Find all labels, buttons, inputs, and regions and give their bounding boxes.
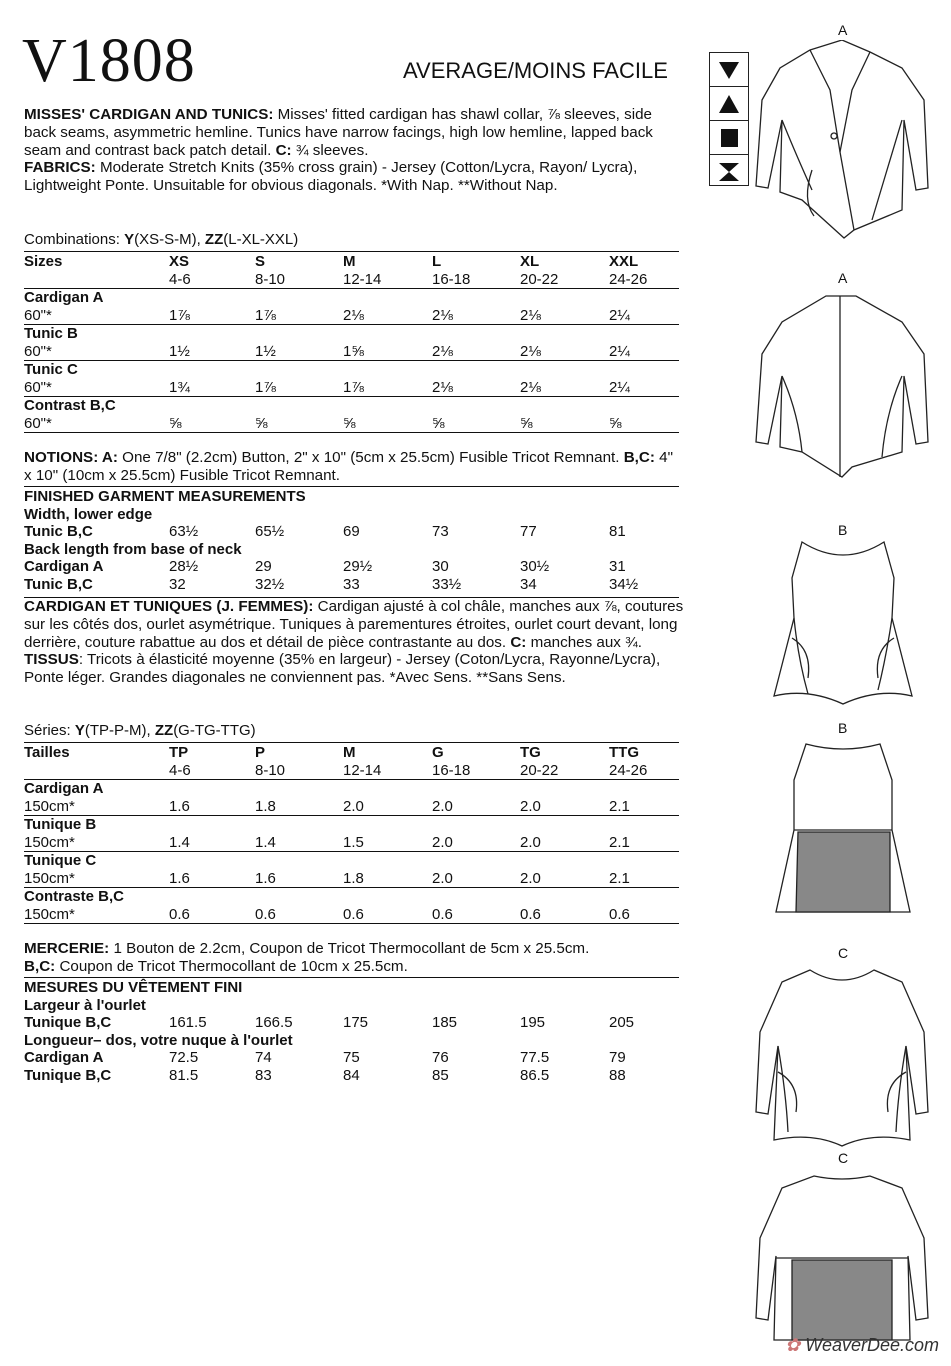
table-row [24, 997, 679, 1015]
size-number-cell: 8-10 [255, 271, 343, 289]
series-zz-sizes: (G-TG-TTG) [173, 722, 256, 739]
size-number-row [24, 762, 679, 780]
notch-markers [709, 52, 749, 186]
measurement-value: 29½ [343, 558, 373, 575]
measurement-value: 86.5 [520, 1066, 550, 1084]
notions-a-label: A: [98, 449, 118, 466]
measurement-value: 81.5 [169, 1066, 199, 1084]
yardage-value: 1.8 [343, 870, 432, 888]
yardage-value: 2⅛ [520, 307, 609, 325]
tissus-text: : Tricots à élasticité moyenne (35% en largeur) - Jersey (Coton/Lycra, Rayonne/Lycra), Ponte léger. Grandes diagonales ne conviennent pas. *Avec Sens. **Sans Sens. [24, 651, 661, 687]
mercerie-bc-text: Coupon de Tricot Thermocollant de 10cm x 25.5cm. [55, 957, 408, 975]
description-text: Misses' fitted cardigan has shawl collar, ⅞ sleeves, side back seams, asymmetric hemline. Tunics have narrow facings, high low hemline, lapped back seam and contrast back patch detail. [24, 106, 653, 159]
notions-bc-text: 4" x 10" (10cm x 25.5cm) Fusible Tricot Remnant. [24, 449, 673, 484]
subsection-title: Largeur à l'ourlet [24, 996, 146, 1014]
yardage-value: 2.1 [609, 834, 679, 852]
measurement-value: 195 [520, 1014, 546, 1031]
measurement-value: 30 [432, 558, 449, 575]
measurement-value: 161.5 [169, 1014, 207, 1031]
size-header-cell: XXL [609, 253, 639, 270]
tissus-label: TISSUS [24, 651, 79, 669]
size-header-cell: XL [520, 253, 540, 270]
yardage-value: 1.6 [169, 870, 255, 888]
table-row [24, 1032, 679, 1050]
yardage-value: 0.6 [255, 906, 343, 924]
yardage-value: 2.1 [609, 870, 679, 888]
measurement-value: 85 [432, 1066, 449, 1084]
size-number-cell [24, 271, 169, 289]
description-fr [24, 598, 684, 687]
triangle-up-icon [710, 87, 748, 121]
measurement-value: 81 [609, 523, 626, 540]
table-row [24, 523, 679, 541]
table-row [24, 488, 679, 506]
pattern-number: V1808 [22, 27, 196, 95]
yardage-value: 1.6 [255, 870, 343, 888]
size-header-cell: TG [520, 744, 541, 761]
garment-name: Tunique B,C [24, 1014, 112, 1031]
butterfly-icon: ✿ [785, 1335, 801, 1355]
view-label: A [838, 270, 848, 286]
notions-bc-label: B,C: [623, 449, 655, 466]
series-y: Y [74, 722, 85, 739]
size-header-cell: TTG [609, 744, 639, 761]
difficulty-label: AVERAGE/MOINS FACILE [403, 58, 668, 83]
fabric-width: 150cm* [24, 906, 169, 924]
yardage-value: 2⅛ [432, 307, 520, 325]
rule [24, 977, 679, 978]
yardage-value: 0.6 [609, 906, 679, 924]
view-label: B [838, 720, 848, 736]
measurement-value: 79 [609, 1049, 626, 1066]
yardage-value: 2.0 [343, 798, 432, 816]
finished-measurements-en [24, 488, 679, 593]
garment-name: Tunic B,C [24, 575, 93, 593]
subsection-title: Width, lower edge [24, 505, 153, 523]
bowtie-icon [710, 155, 748, 188]
measurement-value: 83 [255, 1066, 272, 1084]
yardage-value: 2¼ [609, 343, 679, 361]
table-row [24, 576, 679, 594]
garment-name: Cardigan A [24, 558, 104, 575]
table-row [24, 558, 679, 576]
cardigan-a-back-illustration [752, 292, 932, 492]
yardage-value: 2.0 [432, 834, 520, 852]
yardage-value: 2.1 [609, 798, 679, 816]
measurement-value: 34 [520, 575, 537, 593]
combinations-en [24, 231, 298, 248]
size-number-cell: 16-18 [432, 762, 520, 780]
measurement-value: 32 [169, 575, 186, 593]
fabrics-label: FABRICS: [24, 159, 96, 177]
yardage-value: ⅝ [520, 415, 609, 433]
yardage-value: 2¼ [609, 379, 679, 397]
yardage-value: 2.0 [520, 798, 609, 816]
measurement-value: 74 [255, 1049, 272, 1066]
garment-name: Tunic C [24, 361, 78, 378]
combo-y-sizes: (XS-S-M), [134, 231, 205, 248]
size-header-cell: XS [169, 253, 190, 270]
measurement-value: 205 [609, 1014, 635, 1031]
fabric-width: 60"* [24, 379, 169, 397]
yardage-value: 1.6 [169, 798, 255, 816]
yardage-value: ⅝ [343, 415, 432, 433]
measurement-value: 175 [343, 1014, 369, 1031]
table-row [24, 852, 679, 870]
measurement-value: 65½ [255, 523, 285, 540]
size-number-cell [24, 762, 169, 780]
fabric-width: 60"* [24, 415, 169, 433]
size-number-cell: 16-18 [432, 271, 520, 289]
mercerie-label: MERCERIE: [24, 940, 110, 957]
fabric-width: 60"* [24, 307, 169, 325]
yardage-value: 2⅛ [432, 343, 520, 361]
yardage-value: 1.4 [255, 834, 343, 852]
notions-a-text: One 7/8" (2.2cm) Button, 2" x 10" (5cm x 25.5cm) Fusible Tricot Remnant. [117, 449, 624, 466]
garment-name: Contrast B,C [24, 397, 116, 414]
yardage-value: 1½ [255, 343, 343, 361]
view-c-text: ¾ sleeves. [291, 141, 369, 159]
measurement-value: 88 [609, 1066, 626, 1084]
yardage-value: 2.0 [520, 870, 609, 888]
size-header-cell: L [432, 253, 442, 270]
description-en [24, 106, 684, 195]
view-c-label-fr: C: [510, 633, 527, 651]
yardage-value: 2⅛ [520, 379, 609, 397]
size-number-row [24, 271, 679, 289]
measurement-value: 30½ [520, 558, 550, 575]
view-c-text-fr: manches aux ¾. [526, 633, 643, 651]
garment-name: Tunique B,C [24, 1066, 112, 1084]
measurement-value: 28½ [169, 558, 199, 575]
size-header-cell: G [432, 744, 444, 761]
size-header-row [24, 744, 679, 762]
fabric-width: 150cm* [24, 834, 169, 852]
rule [24, 486, 679, 487]
measurement-value: 34½ [609, 575, 639, 593]
table-row [24, 1014, 679, 1032]
table-row [24, 379, 679, 397]
garment-name: Tunic B [24, 325, 78, 342]
size-header-row [24, 253, 679, 271]
garment-name: Tunique B [24, 816, 97, 833]
tunic-c-front-illustration [752, 962, 932, 1150]
measurement-value: 69 [343, 523, 360, 540]
measurement-value: 77 [520, 523, 537, 540]
series-y-sizes: (TP-P-M), [84, 722, 155, 739]
size-number-cell: 12-14 [343, 762, 432, 780]
yardage-value: 0.6 [169, 906, 255, 924]
measurement-value: 63½ [169, 523, 199, 540]
measurement-value: 32½ [255, 575, 285, 593]
yardage-table-en [24, 253, 679, 433]
table-row [24, 1067, 679, 1085]
table-row [24, 1049, 679, 1067]
yardage-value: ⅝ [255, 415, 343, 433]
brand-watermark [785, 1335, 939, 1356]
combinations-fr [24, 722, 256, 739]
yardage-value: ⅝ [169, 415, 255, 433]
size-number-cell: 4-6 [169, 762, 255, 780]
combo-y: Y [124, 231, 135, 248]
series-zz: ZZ [154, 722, 174, 739]
table-row [24, 397, 679, 415]
description-text-fr: Cardigan ajusté à col châle, manches aux ⅞, coutures sur les côtés dos, ourlet asymétrique. Tuniques à parementures étroites, ourlet court devant, long derrière, couture rabattue au dos et détail de pièce contrastante au dos. [24, 598, 684, 651]
measurement-value: 33 [343, 575, 360, 593]
view-c-label: C: [275, 141, 292, 159]
yardage-value: 1.5 [343, 834, 432, 852]
yardage-value: 2⅛ [343, 307, 432, 325]
garment-name: Cardigan A [24, 780, 104, 797]
garment-name: Cardigan A [24, 289, 104, 306]
combinations-prefix: Combinations: [24, 231, 125, 248]
yardage-value: 0.6 [343, 906, 432, 924]
measurement-value: 75 [343, 1049, 360, 1066]
table-row [24, 834, 679, 852]
brand-text: WeaverDee.com [805, 1335, 939, 1355]
measurement-value: 29 [255, 558, 272, 575]
size-header-cell: M [343, 253, 356, 270]
size-number-cell: 24-26 [609, 271, 679, 289]
series-prefix: Séries: [24, 722, 75, 739]
table-row [24, 816, 679, 834]
size-header-cell: P [255, 744, 266, 761]
yardage-value: 1.4 [169, 834, 255, 852]
cardigan-a-front-illustration [752, 40, 932, 250]
yardage-value: 1⅞ [255, 379, 343, 397]
notions-label: NOTIONS: [24, 449, 99, 466]
table-row [24, 506, 679, 524]
yardage-value: 2.0 [432, 870, 520, 888]
view-label: C [838, 1150, 849, 1166]
size-number-cell: 4-6 [169, 271, 255, 289]
table-row [24, 888, 679, 906]
yardage-table-fr [24, 744, 679, 924]
yardage-value: 1.8 [255, 798, 343, 816]
measurement-value: 166.5 [255, 1014, 293, 1031]
table-row [24, 307, 679, 325]
measurement-value: 77.5 [520, 1049, 550, 1066]
view-label: A [838, 22, 848, 38]
subsection-title: Back length from base of neck [24, 540, 242, 558]
notions-fr [24, 940, 684, 976]
table-row [24, 289, 679, 307]
notions-en [24, 449, 684, 485]
measurement-value: 33½ [432, 575, 462, 593]
yardage-value: 1½ [169, 343, 255, 361]
fabrics-text: Moderate Stretch Knits (35% cross grain) - Jersey (Cotton/Lycra, Rayon/ Lycra), Lightweight Ponte. Unsuitable for obvious diagonals. *With Nap. **Without Nap. [24, 159, 638, 195]
yardage-value: ⅝ [432, 415, 520, 433]
table-row [24, 798, 679, 816]
description-title-fr: CARDIGAN ET TUNIQUES (J. FEMMES): [24, 598, 314, 615]
size-header-cell: S [255, 253, 266, 270]
section-title: FINISHED GARMENT MEASUREMENTS [24, 488, 306, 505]
tunic-b-front-illustration [768, 538, 918, 708]
yardage-value: 1⅞ [343, 379, 432, 397]
section-title: MESURES DU VÊTEMENT FINI [24, 979, 243, 996]
table-row [24, 343, 679, 361]
finished-measurements-fr [24, 979, 679, 1084]
size-header-cell: Tailles [24, 744, 70, 761]
rule [24, 742, 679, 743]
table-row [24, 870, 679, 888]
measurement-value: 76 [432, 1049, 449, 1066]
description-title: MISSES' CARDIGAN AND TUNICS: [24, 106, 274, 123]
yardage-value: 0.6 [520, 906, 609, 924]
measurement-value: 84 [343, 1066, 360, 1084]
yardage-value: 0.6 [432, 906, 520, 924]
garment-name: Tunique C [24, 852, 97, 869]
measurement-value: 73 [432, 523, 449, 540]
yardage-value: 2.0 [520, 834, 609, 852]
tunic-b-back-illustration [768, 740, 918, 920]
garment-name: Cardigan A [24, 1049, 104, 1066]
view-label: B [838, 522, 848, 538]
table-row [24, 906, 679, 924]
size-number-cell: 20-22 [520, 271, 609, 289]
fabric-width: 150cm* [24, 870, 169, 888]
square-icon [710, 121, 748, 155]
table-row [24, 361, 679, 379]
table-row [24, 325, 679, 343]
garment-name: Tunic B,C [24, 523, 93, 540]
rule [24, 251, 679, 252]
table-row [24, 979, 679, 997]
yardage-value: ⅝ [609, 415, 679, 433]
size-header-cell: TP [169, 744, 189, 761]
measurement-value: 72.5 [169, 1049, 199, 1066]
yardage-value: 1⅞ [255, 307, 343, 325]
table-row [24, 415, 679, 433]
mercerie-text: 1 Bouton de 2.2cm, Coupon de Tricot Thermocollant de 5cm x 25.5cm. [109, 940, 590, 957]
fabric-width: 150cm* [24, 798, 169, 816]
view-label: C [838, 945, 849, 961]
yardage-value: 2⅛ [520, 343, 609, 361]
garment-name: Contraste B,C [24, 888, 125, 905]
tunic-c-back-illustration [752, 1168, 932, 1348]
size-number-cell: 24-26 [609, 762, 679, 780]
size-header-cell: Sizes [24, 253, 63, 270]
yardage-value: 1⅞ [169, 307, 255, 325]
yardage-value: 2¼ [609, 307, 679, 325]
triangle-down-icon [710, 53, 748, 87]
table-row [24, 780, 679, 798]
subsection-title: Longueur– dos, votre nuque à l'ourlet [24, 1031, 293, 1049]
table-row [24, 541, 679, 559]
size-header-cell: M [343, 744, 356, 761]
size-number-cell: 12-14 [343, 271, 432, 289]
size-number-cell: 8-10 [255, 762, 343, 780]
yardage-value: 1⅝ [343, 343, 432, 361]
mercerie-bc-label: B,C: [24, 957, 56, 975]
fabric-width: 60"* [24, 343, 169, 361]
measurement-value: 31 [609, 558, 626, 575]
combo-zz: ZZ [204, 231, 224, 248]
size-number-cell: 20-22 [520, 762, 609, 780]
yardage-value: 2.0 [432, 798, 520, 816]
combo-zz-sizes: (L-XL-XXL) [223, 231, 299, 248]
yardage-value: 1¾ [169, 379, 255, 397]
measurement-value: 185 [432, 1014, 458, 1031]
yardage-value: 2⅛ [432, 379, 520, 397]
